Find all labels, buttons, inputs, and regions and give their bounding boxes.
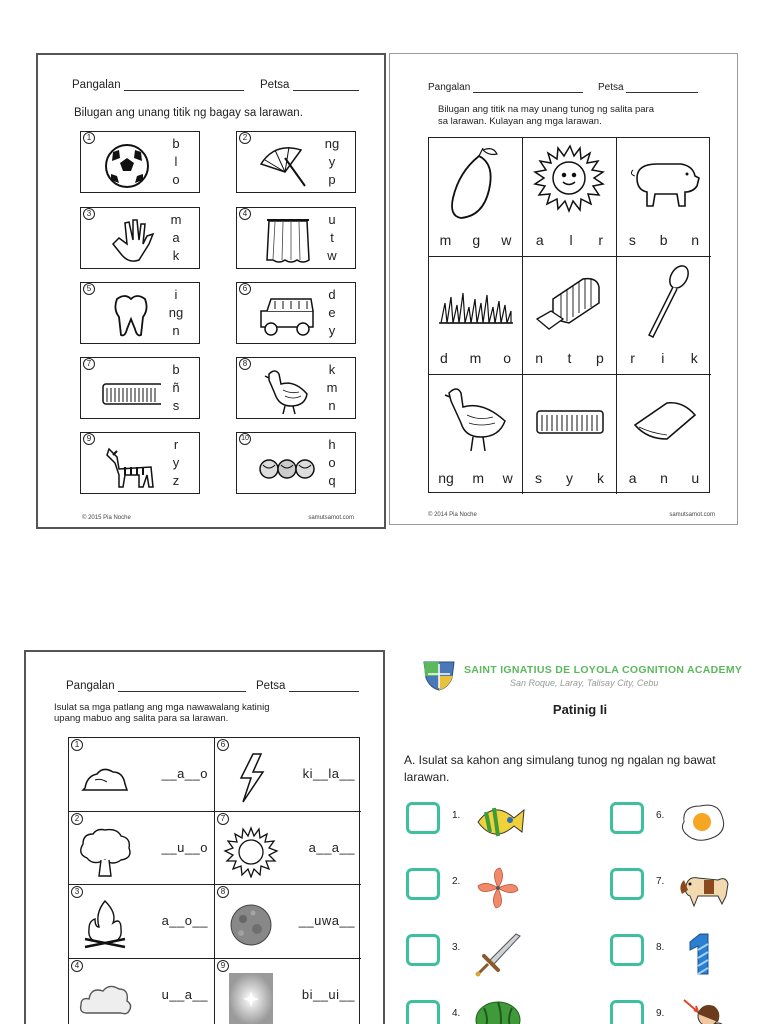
- letter-choice[interactable]: r: [630, 350, 635, 367]
- item-box: [80, 207, 200, 269]
- item-number: 4: [71, 960, 83, 972]
- letter-choice[interactable]: n: [691, 231, 700, 248]
- letter-choice[interactable]: k: [172, 248, 180, 263]
- item-number: 6: [217, 739, 229, 751]
- dog-icon: [674, 864, 730, 912]
- date-label: Petsa: [598, 82, 624, 93]
- letter-choice[interactable]: y: [172, 455, 180, 470]
- answer-box[interactable]: [406, 868, 440, 900]
- item-box: [80, 282, 200, 344]
- date-line[interactable]: [293, 90, 359, 91]
- answer-box[interactable]: [610, 934, 644, 966]
- instruction-line: Isulat sa mga patlang ang mga nawawalang katinig: [54, 702, 270, 713]
- letter-choices: [523, 470, 616, 486]
- letter-choice[interactable]: h: [328, 437, 336, 452]
- letter-choice[interactable]: b: [659, 231, 668, 248]
- item-number: 5: [83, 283, 95, 295]
- letter-choice[interactable]: z: [172, 473, 180, 488]
- item-number: 2.: [452, 876, 461, 887]
- letter-choice[interactable]: o: [172, 172, 180, 187]
- zebra-icon: [99, 439, 161, 491]
- letter-choice[interactable]: a: [628, 469, 637, 486]
- letter-choices: [317, 361, 347, 415]
- website: samutsamot.com: [669, 512, 715, 518]
- sun-icon: [533, 144, 607, 222]
- name-field: [72, 79, 244, 91]
- hand-icon: [99, 214, 161, 266]
- letter-choice[interactable]: e: [328, 305, 336, 320]
- rock-icon: [77, 752, 133, 804]
- date-line[interactable]: [289, 691, 359, 692]
- letter-choice[interactable]: n: [172, 323, 180, 338]
- instruction-line: upang mabuo ang salita para sa larawan.: [54, 713, 229, 724]
- letter-choice[interactable]: u: [691, 469, 700, 486]
- item-number: 7.: [656, 876, 665, 887]
- item-number: 1: [71, 739, 83, 751]
- item-number: 2: [239, 132, 251, 144]
- letter-choice[interactable]: s: [172, 398, 180, 413]
- instruction: Bilugan ang unang titik ng bagay sa larawan.: [74, 107, 303, 119]
- letter-choice[interactable]: s: [628, 231, 636, 248]
- letter-choices: [161, 361, 191, 415]
- grid-cell: [617, 375, 711, 494]
- item-box: [236, 131, 356, 193]
- letter-choices: [523, 350, 616, 366]
- letter-choices: [161, 211, 191, 265]
- grid-cell: [69, 885, 215, 959]
- grid-cell: [69, 959, 215, 1024]
- worksheet-first-sound: [389, 53, 738, 525]
- answer-item: [610, 996, 760, 1024]
- answer-box[interactable]: [406, 934, 440, 966]
- letter-choice[interactable]: k: [597, 469, 604, 486]
- letter-choice[interactable]: m: [170, 212, 182, 227]
- fish-icon: [470, 798, 526, 846]
- fire-icon: [77, 899, 133, 951]
- name-label: Pangalan: [66, 680, 115, 692]
- copyright: © 2015 Pia Noche: [82, 515, 131, 521]
- letter-choices: [617, 350, 711, 366]
- grid-cell: [523, 375, 617, 494]
- letter-choice[interactable]: w: [327, 248, 337, 263]
- item-number: 8: [239, 358, 251, 370]
- letter-choice[interactable]: b: [172, 362, 180, 377]
- letter-choices: [317, 286, 347, 340]
- grid-cell: [617, 138, 711, 257]
- marbles-icon: [255, 439, 317, 491]
- item-box: [236, 432, 356, 494]
- letter-choice[interactable]: t: [567, 350, 572, 367]
- instruction: [54, 702, 269, 724]
- instruction-line: sa larawan. Kulayan ang mga larawan.: [438, 116, 602, 127]
- website: samutsamot.com: [308, 515, 354, 521]
- letter-choice[interactable]: m: [469, 350, 482, 367]
- item-box: [80, 131, 200, 193]
- letter-choice[interactable]: k: [690, 350, 698, 367]
- name-label: Pangalan: [72, 79, 121, 91]
- letter-choice[interactable]: d: [439, 350, 448, 367]
- comb-icon: [99, 364, 161, 416]
- letter-choices: [429, 232, 522, 248]
- sun-icon: [223, 826, 279, 878]
- pinwheel-icon: [470, 864, 526, 912]
- mother-icon: [674, 996, 730, 1024]
- answer-box[interactable]: [610, 1000, 644, 1024]
- moon-icon: [223, 899, 279, 951]
- letter-choice[interactable]: t: [330, 230, 334, 245]
- chicken-icon: [439, 381, 513, 459]
- number-one-icon: [674, 930, 730, 978]
- school-address: San Roque, Laray, Talisay City, Cebu: [510, 678, 659, 688]
- watermelon-icon: [470, 996, 526, 1024]
- letter-choice[interactable]: q: [328, 473, 336, 488]
- grass-icon: [439, 263, 513, 341]
- name-field: [66, 680, 246, 692]
- letter-choice[interactable]: u: [328, 212, 336, 227]
- item-number: 6: [239, 283, 251, 295]
- letter-choice[interactable]: g: [472, 231, 481, 248]
- letter-choice[interactable]: b: [172, 136, 180, 151]
- worksheet-missing-consonants: [24, 650, 385, 1024]
- letter-choices: [617, 470, 711, 486]
- item-number: 1.: [452, 810, 461, 821]
- grid-cell: [215, 812, 361, 886]
- letter-choice[interactable]: w: [501, 231, 512, 248]
- answer-item: [406, 864, 556, 914]
- grid-cell: [429, 138, 523, 257]
- letter-choice[interactable]: y: [328, 154, 336, 169]
- item-number: 10: [239, 433, 251, 445]
- letter-choice[interactable]: i: [661, 350, 665, 367]
- item-number: 7: [83, 358, 95, 370]
- cloud-icon: [77, 973, 133, 1024]
- item-box: [80, 357, 200, 419]
- letter-choice[interactable]: ñ: [172, 380, 180, 395]
- instruction-line: Bilugan ang titik na may unang tunog ng salita para: [438, 104, 655, 115]
- date-label: Petsa: [256, 680, 286, 692]
- letter-choices: [429, 470, 522, 486]
- letter-choice[interactable]: k: [328, 362, 336, 377]
- letter-choices: [317, 135, 347, 189]
- copyright: © 2014 Pia Noche: [428, 512, 477, 518]
- picture-grid: [428, 137, 710, 493]
- letter-choice[interactable]: s: [535, 469, 542, 486]
- letter-choices: [617, 232, 711, 248]
- item-box: [236, 207, 356, 269]
- letter-choice[interactable]: l: [569, 231, 573, 248]
- name-line[interactable]: [124, 90, 244, 91]
- pig-icon: [627, 144, 701, 222]
- lightning-icon: [223, 752, 279, 804]
- curtain-icon: [255, 214, 317, 266]
- letter-choice[interactable]: ng: [438, 469, 454, 486]
- item-number: 7: [217, 813, 229, 825]
- word-blank[interactable]: a__a__: [308, 839, 355, 855]
- date-field: [598, 82, 698, 93]
- instruction: A. Isulat sa kahon ang simulang tunog ng ngalan ng bawat larawan.: [404, 753, 716, 784]
- word-blank[interactable]: ki__la__: [302, 766, 355, 781]
- item-number: 8: [217, 886, 229, 898]
- letter-choice[interactable]: a: [535, 231, 544, 248]
- grid-cell: [69, 812, 215, 886]
- answer-item: [406, 996, 556, 1024]
- answer-item: [610, 864, 760, 914]
- chicken-icon: [255, 364, 317, 416]
- tooth-icon: [99, 289, 161, 341]
- word-blank[interactable]: bi__ui__: [301, 986, 355, 1002]
- letter-choices: [317, 211, 347, 265]
- letter-choices: [161, 135, 191, 189]
- date-field: [256, 680, 359, 692]
- letter-choice[interactable]: d: [328, 287, 336, 302]
- word-blank[interactable]: __uwa__: [298, 913, 355, 928]
- letter-choice[interactable]: n: [535, 350, 544, 367]
- answer-item: [610, 798, 760, 848]
- letter-choice[interactable]: w: [502, 469, 513, 486]
- answer-item: [406, 930, 556, 980]
- name-field: [428, 82, 583, 93]
- comb-icon: [533, 381, 607, 459]
- letter-choice[interactable]: n: [660, 469, 668, 486]
- letter-choice[interactable]: o: [328, 455, 336, 470]
- item-box: [236, 282, 356, 344]
- letter-choice[interactable]: p: [595, 350, 604, 367]
- letter-choice[interactable]: r: [598, 231, 604, 248]
- sword-icon: [470, 930, 526, 978]
- word-blank[interactable]: a__o__: [161, 913, 208, 928]
- date-line[interactable]: [626, 92, 698, 93]
- letter-choices: [429, 350, 522, 366]
- name-line[interactable]: [118, 691, 246, 692]
- date-label: Petsa: [260, 79, 290, 91]
- letter-choice[interactable]: y: [328, 323, 336, 338]
- word-blank[interactable]: __a__o: [161, 766, 208, 781]
- letter-choice[interactable]: i: [174, 287, 178, 302]
- letter-choice[interactable]: o: [503, 350, 512, 367]
- item-number: 4: [239, 208, 251, 220]
- item-number: 8.: [656, 942, 665, 953]
- grid-cell: [215, 738, 361, 812]
- item-number: 1: [83, 132, 95, 144]
- item-number: 3: [83, 208, 95, 220]
- item-number: 3.: [452, 942, 461, 953]
- letter-choice[interactable]: ng: [324, 136, 340, 151]
- item-number: 9.: [656, 1008, 665, 1019]
- mango-icon: [439, 144, 513, 222]
- star-icon: [223, 973, 279, 1024]
- answer-item: [406, 798, 556, 848]
- item-number: 4.: [452, 1008, 461, 1019]
- pillow-icon: [627, 381, 701, 459]
- word-grid: [68, 737, 360, 1024]
- item-number: 2: [71, 813, 83, 825]
- letter-choices: [523, 232, 616, 248]
- word-blank[interactable]: u__a__: [161, 986, 208, 1002]
- bread-icon: [533, 263, 607, 341]
- letter-choice[interactable]: l: [174, 154, 178, 169]
- letter-choice[interactable]: m: [326, 380, 338, 395]
- item-number: 3: [71, 886, 83, 898]
- name-label: Pangalan: [428, 82, 471, 93]
- answer-item: [610, 930, 760, 980]
- item-number: 9: [83, 433, 95, 445]
- grid-cell: [215, 885, 361, 959]
- item-box: [236, 357, 356, 419]
- letter-choice[interactable]: m: [439, 231, 452, 248]
- letter-choice[interactable]: m: [472, 469, 485, 486]
- school-logo-icon: [422, 660, 456, 692]
- letter-choice[interactable]: p: [328, 172, 336, 187]
- letter-choice[interactable]: a: [172, 230, 180, 245]
- grid-cell: [523, 138, 617, 257]
- instruction: [438, 104, 654, 128]
- worksheet-title: Patinig Ii: [552, 702, 608, 717]
- item-number: 6.: [656, 810, 665, 821]
- jeepney-icon: [255, 289, 317, 341]
- letter-choices: [161, 286, 191, 340]
- word-blank[interactable]: __u__o: [161, 839, 208, 855]
- school-name: SAINT IGNATIUS DE LOYOLA COGNITION ACADEMY: [464, 664, 743, 676]
- grid-cell: [215, 959, 361, 1024]
- grid-cell: [523, 257, 617, 376]
- name-line[interactable]: [473, 92, 583, 93]
- grid-cell: [617, 257, 711, 376]
- egg-icon: [674, 798, 730, 846]
- answer-box[interactable]: [610, 802, 644, 834]
- item-box: [80, 432, 200, 494]
- item-number: 9: [217, 960, 229, 972]
- worksheet-patinig: [392, 650, 768, 1024]
- worksheet-first-letter: [36, 53, 386, 529]
- ball-icon: [99, 138, 161, 190]
- spoon-icon: [627, 263, 701, 341]
- grid-cell: [69, 738, 215, 812]
- letter-choice[interactable]: n: [328, 398, 336, 413]
- date-field: [260, 79, 359, 91]
- answer-box[interactable]: [610, 868, 644, 900]
- answer-box[interactable]: [406, 802, 440, 834]
- letter-choices: [161, 436, 191, 490]
- letter-choice[interactable]: y: [566, 469, 573, 486]
- letter-choice[interactable]: r: [173, 437, 179, 452]
- grid-cell: [429, 257, 523, 376]
- letter-choices: [317, 436, 347, 490]
- tree-icon: [77, 826, 133, 878]
- letter-choice[interactable]: ng: [168, 305, 184, 320]
- answer-box[interactable]: [406, 1000, 440, 1024]
- umbrella-icon: [255, 138, 317, 190]
- grid-cell: [429, 375, 523, 494]
